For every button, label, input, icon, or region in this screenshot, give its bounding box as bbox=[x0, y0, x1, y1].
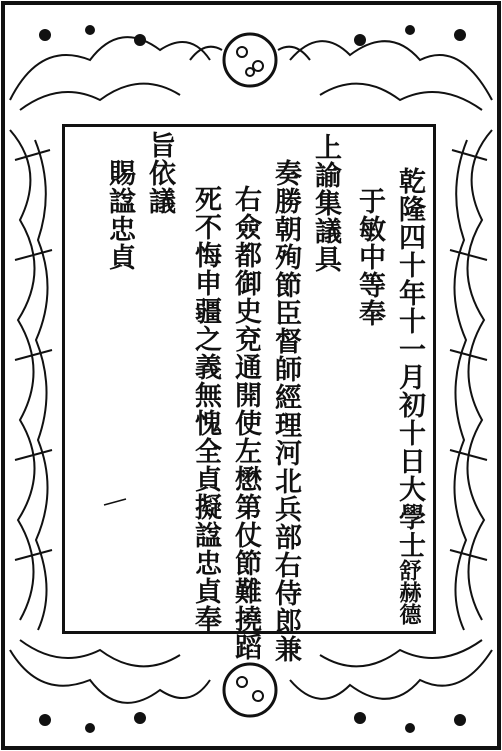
column-5-text: 右僉都御史兗通開使左懋第仗節難撓蹈 bbox=[230, 185, 261, 661]
text-column-8 bbox=[106, 159, 133, 271]
column-7-text: 旨依議 bbox=[144, 131, 175, 215]
text-column-6 bbox=[192, 185, 219, 633]
column-2-text: 于敏中等奉 bbox=[354, 187, 385, 327]
text-panel bbox=[62, 124, 436, 663]
text-column-2 bbox=[356, 187, 383, 327]
column-8-text: 賜諡忠貞 bbox=[104, 159, 135, 271]
column-4-text: 奏勝朝殉節臣督師經理河北兵部右侍郎兼 bbox=[270, 159, 301, 663]
column-3-text: 上諭集議具 bbox=[310, 133, 341, 273]
text-column-3 bbox=[312, 133, 339, 273]
column-1-small-text: 舒赫德 bbox=[396, 559, 422, 625]
column-6-text: 死不悔申疆之義無愧全貞擬諡忠貞奉 bbox=[190, 185, 221, 633]
text-column-1 bbox=[396, 167, 423, 625]
text-column-4 bbox=[272, 159, 299, 663]
printer-mark bbox=[103, 497, 127, 507]
text-column-7 bbox=[146, 131, 173, 215]
text-column-5 bbox=[232, 185, 259, 661]
column-1-text: 乾隆四十年十一月初十日大學士 bbox=[394, 167, 425, 559]
